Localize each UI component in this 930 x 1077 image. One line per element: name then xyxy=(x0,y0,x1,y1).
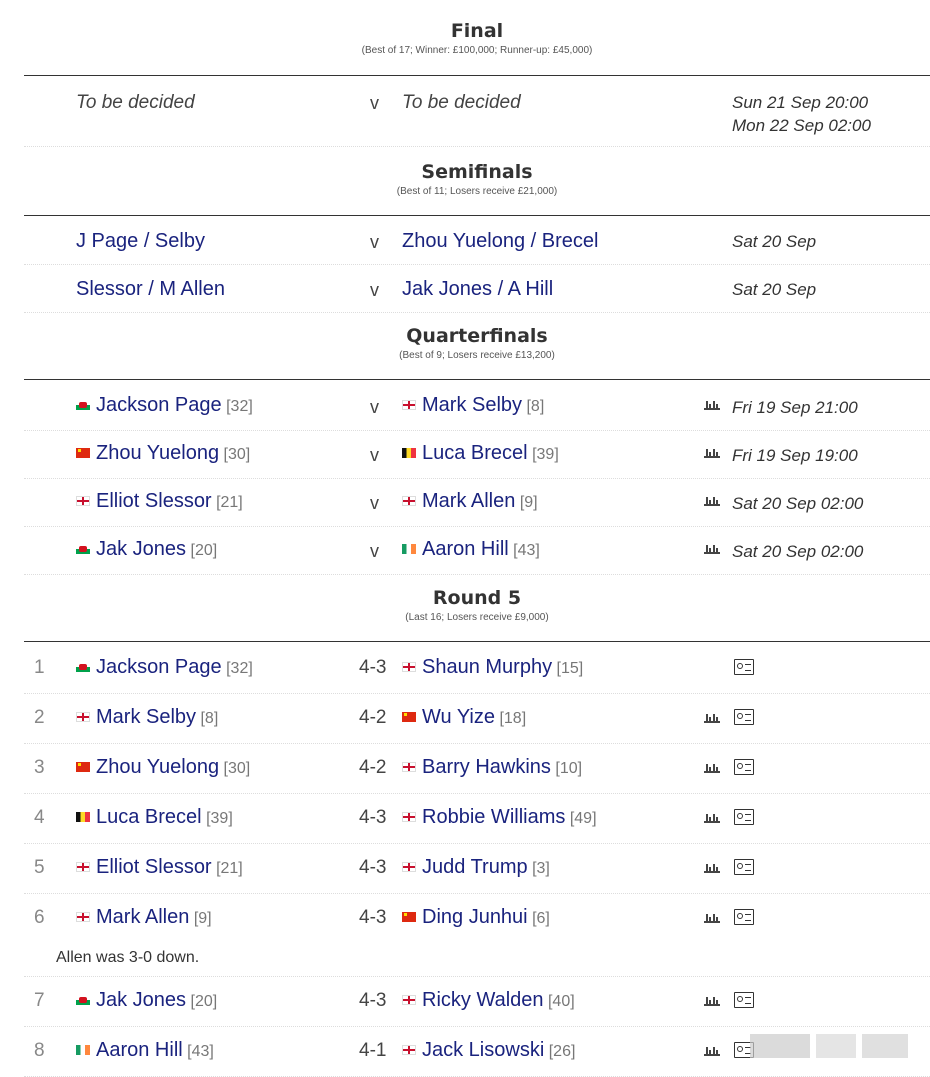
final-header xyxy=(24,20,930,56)
head-to-head-icon[interactable] xyxy=(704,812,720,823)
eng-flag-icon xyxy=(402,662,416,672)
r5-score: 4-3 xyxy=(359,990,387,1011)
r5-player-1 xyxy=(76,806,233,829)
qf-player-2-seed: [8] xyxy=(526,398,545,415)
final-title: Final xyxy=(450,20,504,42)
eng-flag-icon xyxy=(402,400,416,410)
scorecard-icon[interactable] xyxy=(734,759,754,775)
bel-flag-icon xyxy=(402,448,416,458)
r5-match-number: 5 xyxy=(34,857,45,878)
r5-match-number: 6 xyxy=(34,907,45,928)
r5-player-1-name[interactable]: Jackson Page xyxy=(96,656,222,678)
r5-player-2-seed: [18] xyxy=(499,710,527,727)
r5-score: 4-1 xyxy=(359,1040,387,1061)
r5-player-2-seed: [10] xyxy=(555,760,583,777)
head-to-head-icon[interactable] xyxy=(704,495,720,506)
qf-player-2-seed: [9] xyxy=(519,494,538,511)
r5-match-number: 2 xyxy=(34,707,45,728)
irl-flag-icon xyxy=(76,1045,90,1055)
r5-player-2 xyxy=(402,806,597,829)
r5-match-number: 3 xyxy=(34,757,45,778)
r5-match-row xyxy=(24,744,930,794)
qf-match-row xyxy=(24,431,930,479)
r5-player-2-name[interactable]: Judd Trump xyxy=(422,856,528,878)
r5-match-number: 8 xyxy=(34,1040,45,1061)
qf-title: Quarterfinals xyxy=(406,325,548,347)
scorecard-icon[interactable] xyxy=(734,992,754,1008)
qf-player-1-name[interactable]: Jak Jones xyxy=(96,538,187,560)
qf-match-row xyxy=(24,527,930,575)
semis-vs: v xyxy=(370,280,379,300)
qf-player-1-name[interactable]: Zhou Yuelong xyxy=(96,442,220,464)
semis-time: Sat 20 Sep xyxy=(732,280,817,299)
qf-player-2-name[interactable]: Aaron Hill xyxy=(422,538,509,560)
r5-player-1-seed: [32] xyxy=(226,660,253,677)
r5-player-2 xyxy=(402,989,575,1012)
r5-player-2-name[interactable]: Ricky Walden xyxy=(422,989,544,1011)
final-time-2: Mon 22 Sep 02:00 xyxy=(732,116,871,135)
qf-player-1-seed: [21] xyxy=(216,494,243,511)
eng-flag-icon xyxy=(402,762,416,772)
head-to-head-icon[interactable] xyxy=(704,712,720,723)
semis-player-1[interactable]: J Page / Selby xyxy=(76,230,205,252)
r5-player-1-name[interactable]: Mark Allen xyxy=(96,906,190,928)
r5-match-number: 7 xyxy=(34,990,45,1011)
r5-score: 4-2 xyxy=(359,757,387,778)
r5-match-row xyxy=(24,644,930,694)
watermark xyxy=(750,1034,910,1058)
r5-player-1 xyxy=(76,706,218,729)
qf-player-1-name[interactable]: Jackson Page xyxy=(96,394,222,416)
scorecard-icon[interactable] xyxy=(734,909,754,925)
r5-match-number: 4 xyxy=(34,807,45,828)
r5-player-2 xyxy=(402,906,550,929)
semis-player-1[interactable]: Slessor / M Allen xyxy=(76,278,225,300)
qf-match-row xyxy=(24,479,930,527)
qf-player-1-seed: [32] xyxy=(226,398,253,415)
wal-flag-icon xyxy=(76,400,90,410)
semis-rule xyxy=(24,215,930,216)
r5-player-1 xyxy=(76,656,253,679)
qf-vs: v xyxy=(370,493,379,513)
eng-flag-icon xyxy=(76,712,90,722)
r5-player-2-name[interactable]: Shaun Murphy xyxy=(422,656,553,678)
chn-flag-icon xyxy=(402,912,416,922)
head-to-head-icon[interactable] xyxy=(704,399,720,410)
bel-flag-icon xyxy=(76,812,90,822)
r5-score: 4-3 xyxy=(359,807,387,828)
r5-match-row xyxy=(24,977,930,1027)
chn-flag-icon xyxy=(76,762,90,772)
semis-player-2[interactable]: Jak Jones / A Hill xyxy=(402,278,554,300)
r5-score: 4-2 xyxy=(359,707,387,728)
chn-flag-icon xyxy=(76,448,90,458)
qf-time: Sat 20 Sep 02:00 xyxy=(732,542,864,561)
wal-flag-icon xyxy=(76,662,90,672)
scorecard-icon[interactable] xyxy=(734,709,754,725)
r5-player-2-name[interactable]: Jack Lisowski xyxy=(422,1039,545,1061)
r5-player-2 xyxy=(402,706,526,729)
wal-flag-icon xyxy=(76,995,90,1005)
eng-flag-icon xyxy=(402,862,416,872)
chn-flag-icon xyxy=(402,712,416,722)
r5-player-1-seed: [39] xyxy=(206,810,233,827)
r5-player-1-seed: [30] xyxy=(223,760,251,777)
eng-flag-icon xyxy=(76,496,90,506)
r5-player-2-seed: [40] xyxy=(547,993,575,1010)
head-to-head-icon[interactable] xyxy=(704,762,720,773)
semis-subtitle: (Best of 11; Losers receive £21,000) xyxy=(396,186,558,197)
r5-player-1-seed: [43] xyxy=(187,1043,214,1060)
r5-match-row xyxy=(24,694,930,744)
r5-player-1 xyxy=(76,906,212,929)
r5-player-2-seed: [15] xyxy=(556,660,584,677)
r5-player-1-seed: [9] xyxy=(193,910,212,927)
qf-player-2 xyxy=(402,442,559,465)
semis-match-row xyxy=(24,217,930,265)
eng-flag-icon xyxy=(402,1045,416,1055)
eng-flag-icon xyxy=(76,912,90,922)
eng-flag-icon xyxy=(402,496,416,506)
qf-player-2 xyxy=(402,490,538,513)
semis-player-2[interactable]: Zhou Yuelong / Brecel xyxy=(402,230,599,252)
r5-player-2 xyxy=(402,656,583,679)
qf-player-2-name[interactable]: Luca Brecel xyxy=(422,442,528,464)
scorecard-icon[interactable] xyxy=(734,859,754,875)
r5-player-2-seed: [6] xyxy=(532,910,550,927)
final-player-1: To be decided xyxy=(76,92,195,113)
r5-player-1 xyxy=(76,756,250,779)
r5-score: 4-3 xyxy=(359,907,387,928)
semis-header xyxy=(24,161,930,197)
qf-player-2 xyxy=(402,538,540,561)
r5-match-row xyxy=(24,794,930,844)
r5-score: 4-3 xyxy=(359,657,387,678)
r5-header xyxy=(24,587,930,623)
r5-player-1-name[interactable]: Elliot Slessor xyxy=(96,856,212,878)
qf-subtitle: (Best of 9; Losers receive £13,200) xyxy=(399,350,555,361)
head-to-head-icon[interactable] xyxy=(704,543,720,554)
qf-player-2 xyxy=(402,394,544,417)
qf-vs: v xyxy=(370,541,379,561)
r5-player-1-seed: [8] xyxy=(200,710,219,727)
qf-player-2-name[interactable]: Mark Selby xyxy=(422,394,523,416)
r5-player-2-seed: [3] xyxy=(532,860,550,877)
qf-time: Fri 19 Sep 21:00 xyxy=(732,398,858,417)
qf-header xyxy=(24,325,930,361)
r5-player-1-seed: [21] xyxy=(216,860,243,877)
semis-vs: v xyxy=(370,232,379,252)
qf-vs: v xyxy=(370,397,379,417)
head-to-head-icon[interactable] xyxy=(704,447,720,458)
r5-player-2-name[interactable]: Barry Hawkins xyxy=(422,756,551,778)
eng-flag-icon xyxy=(402,812,416,822)
r5-player-1-name[interactable]: Mark Selby xyxy=(96,706,197,728)
r5-player-2 xyxy=(402,856,550,879)
r5-player-2-name[interactable]: Wu Yize xyxy=(422,706,495,728)
r5-player-2-seed: [26] xyxy=(548,1043,576,1060)
head-to-head-icon[interactable] xyxy=(704,995,720,1006)
qf-player-2-seed: [43] xyxy=(513,542,540,559)
r5-player-2 xyxy=(402,1039,575,1062)
r5-player-1 xyxy=(76,989,217,1012)
r5-player-1 xyxy=(76,1039,214,1062)
irl-flag-icon xyxy=(402,544,416,554)
r5-score: 4-3 xyxy=(359,857,387,878)
r5-match-row xyxy=(24,894,930,977)
semis-time: Sat 20 Sep xyxy=(732,232,817,251)
final-subtitle: (Best of 17; Winner: £100,000; Runner-up: £45,000) xyxy=(361,45,593,56)
wal-flag-icon xyxy=(76,544,90,554)
r5-match-note: Allen was 3-0 down. xyxy=(56,949,200,966)
r5-player-1-name[interactable]: Zhou Yuelong xyxy=(96,756,220,778)
r5-match-row xyxy=(24,844,930,894)
r5-player-1-seed: [20] xyxy=(190,993,218,1010)
final-match-row xyxy=(24,76,930,147)
qf-vs: v xyxy=(370,445,379,465)
qf-player-1 xyxy=(76,490,243,513)
scorecard-icon[interactable] xyxy=(734,659,754,675)
qf-player-1 xyxy=(76,442,250,465)
head-to-head-icon[interactable] xyxy=(704,1045,720,1056)
qf-player-2-seed: [39] xyxy=(532,446,559,463)
qf-player-1 xyxy=(76,394,253,417)
r5-rule xyxy=(24,641,930,642)
qf-rule xyxy=(24,379,930,380)
qf-match-row xyxy=(24,383,930,431)
eng-flag-icon xyxy=(402,995,416,1005)
r5-player-2 xyxy=(402,756,582,779)
r5-player-1-name[interactable]: Luca Brecel xyxy=(96,806,202,828)
head-to-head-icon[interactable] xyxy=(704,862,720,873)
qf-time: Fri 19 Sep 19:00 xyxy=(732,446,858,465)
final-player-2: To be decided xyxy=(402,92,521,113)
r5-player-1-name[interactable]: Jak Jones xyxy=(96,989,187,1011)
head-to-head-icon[interactable] xyxy=(704,912,720,923)
final-vs: v xyxy=(370,93,379,113)
qf-player-1 xyxy=(76,538,217,561)
r5-title: Round 5 xyxy=(432,587,522,609)
eng-flag-icon xyxy=(76,862,90,872)
semis-title: Semifinals xyxy=(421,161,533,183)
semis-match-row xyxy=(24,265,930,313)
final-time-1: Sun 21 Sep 20:00 xyxy=(732,93,869,112)
qf-player-1-seed: [30] xyxy=(223,446,251,463)
scorecard-icon[interactable] xyxy=(734,809,754,825)
r5-subtitle: (Last 16; Losers receive £9,000) xyxy=(405,612,549,623)
r5-player-1 xyxy=(76,856,243,879)
r5-player-1-name[interactable]: Aaron Hill xyxy=(96,1039,183,1061)
r5-player-2-name[interactable]: Ding Junhui xyxy=(422,906,528,928)
qf-player-2-name[interactable]: Mark Allen xyxy=(422,490,516,512)
r5-match-number: 1 xyxy=(34,657,45,678)
qf-player-1-name[interactable]: Elliot Slessor xyxy=(96,490,212,512)
r5-player-2-seed: [49] xyxy=(569,810,597,827)
r5-player-2-name[interactable]: Robbie Williams xyxy=(422,806,566,828)
qf-player-1-seed: [20] xyxy=(190,542,218,559)
qf-time: Sat 20 Sep 02:00 xyxy=(732,494,864,513)
